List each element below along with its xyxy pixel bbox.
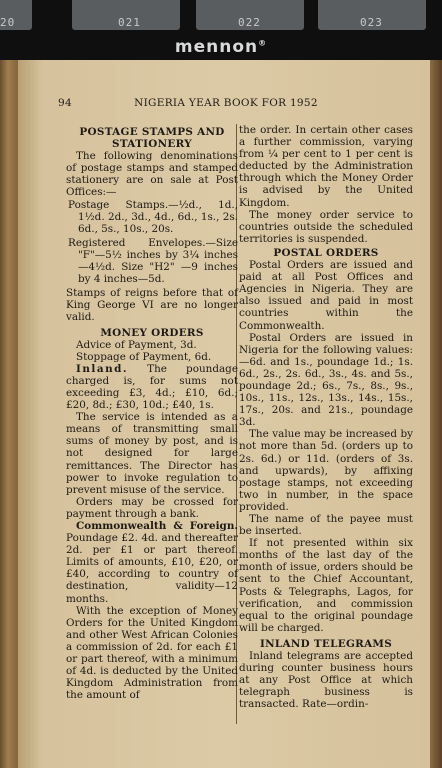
run-in-heading: Commonwealth & Foreign. (76, 520, 238, 532)
paragraph: Postal Orders are issued and paid at all Post Offices and Agencies in Nigeria. They are also issued and paid in most countries within the Commonwealth. (239, 259, 413, 332)
brand-logo: mennon® (174, 37, 268, 57)
frame-number: 20 (0, 16, 16, 29)
paragraph: If not presented within six months of the last day of the month of issue, orders should be sent to the Chief Accountant, Posts & Telegraphs, Lagos, for verification, and commission equal to the original poundage will be charged. (239, 537, 413, 634)
frame-number: 021 (118, 16, 141, 29)
paragraph: The value may be increased by not more than 5d. (orders up to 2s. 6d.) or 11d. (orders of 3s. and upwards), by affixing postage stamps, not exceeding two in number, in the space provided. (239, 428, 413, 513)
paragraph: The following denominations of postage stamps and stamped stationery are on sale at Post Offices:— (66, 150, 238, 199)
paragraph: Advice of Payment, 3d. (76, 338, 197, 351)
paragraph: The name of the payee must be inserted. (239, 513, 413, 538)
paragraph: Postal Orders are issued in Nigeria for the following values:—6d. and 1s., poundage 1d.; 1s. 6d., 2s., 2s. 6d., 3s., 4s. and 5s., poundage 2d.; 6s., 7s., 8s., 9s., 10s., 11s., 12s., 13s., 14s., 15s., 17s., 20s. and 21s., poundage 3d. (239, 331, 413, 429)
filmstrip (0, 0, 442, 62)
running-title: NIGERIA YEAR BOOK FOR 1952 (134, 97, 318, 109)
heading-postal-orders: POSTAL ORDERS (273, 246, 379, 259)
frame-number: 022 (238, 16, 261, 29)
paragraph: Inland telegrams are accepted during counter business hours at any Post Office at which telegraph business is transacted. Rate—ordin- (239, 650, 413, 711)
heading-inland-telegrams: INLAND TELEGRAMS (259, 637, 393, 650)
paragraph: The money order service to countries outside the scheduled territories is suspended. (239, 208, 413, 245)
heading-postage-stamps: POSTAGE STAMPS AND STATIONERY (79, 126, 225, 151)
paragraph: Registered Envelopes.—Size "F"—5½ inches by 3¼ inches—4½d. Size "H2" —9 inches by 4 inches—5d. (68, 236, 238, 286)
book-spine-edge (0, 60, 20, 768)
paragraph: the order. In certain other cases a further commission, varying from ¼ per cent to 1 per cent is deducted by the Administration through which the Money Order is advised by the United Kingdom. (239, 124, 413, 209)
paragraph: Stamps of reigns before that of King George VI are no longer valid. (66, 287, 238, 324)
paragraph: Inland. The poundage charged is, for sums not exceeding £3, 4d.; £10, 6d.; £20, 8d.; £30, 10d.; £40, 1s. (66, 362, 238, 412)
book-page (18, 60, 430, 768)
paragraph: The service is intended as a means of transmitting small sums of money by post, and is not designed for large remittances. The Director has power to invoke regulation to prevent misuse of the service. (66, 411, 238, 496)
paragraph: Orders may be crossed for payment through a bank. (66, 495, 238, 520)
book-page-edge (430, 60, 442, 768)
paragraph: With the exception of Money Orders for the United Kingdom and other West African Colonies a commission of 2d. for each £1 or part thereof, with a minimum of 4d. is deducted by the United Kingdom Administration from the amount of (66, 604, 238, 702)
paragraph: Stoppage of Payment, 6d. (76, 350, 212, 363)
frame-number: 023 (360, 16, 383, 29)
run-in-heading: Inland. (76, 362, 129, 375)
left-column (66, 124, 238, 701)
right-column (239, 124, 413, 711)
heading-money-orders: MONEY ORDERS (100, 326, 204, 339)
paragraph: Postage Stamps.—½d., 1d., 1½d. 2d., 3d., 4d., 6d., 1s., 2s. 6d., 5s., 10s., 20s. (68, 198, 238, 235)
page-number: 94 (58, 97, 72, 109)
paragraph: Commonwealth & Foreign. Poundage £2. 4d. and thereafter 2d. per £1 or part thereof. Limits of amounts, £10, £20, or £40, according to country of destination, validity—12 months. (66, 520, 238, 605)
